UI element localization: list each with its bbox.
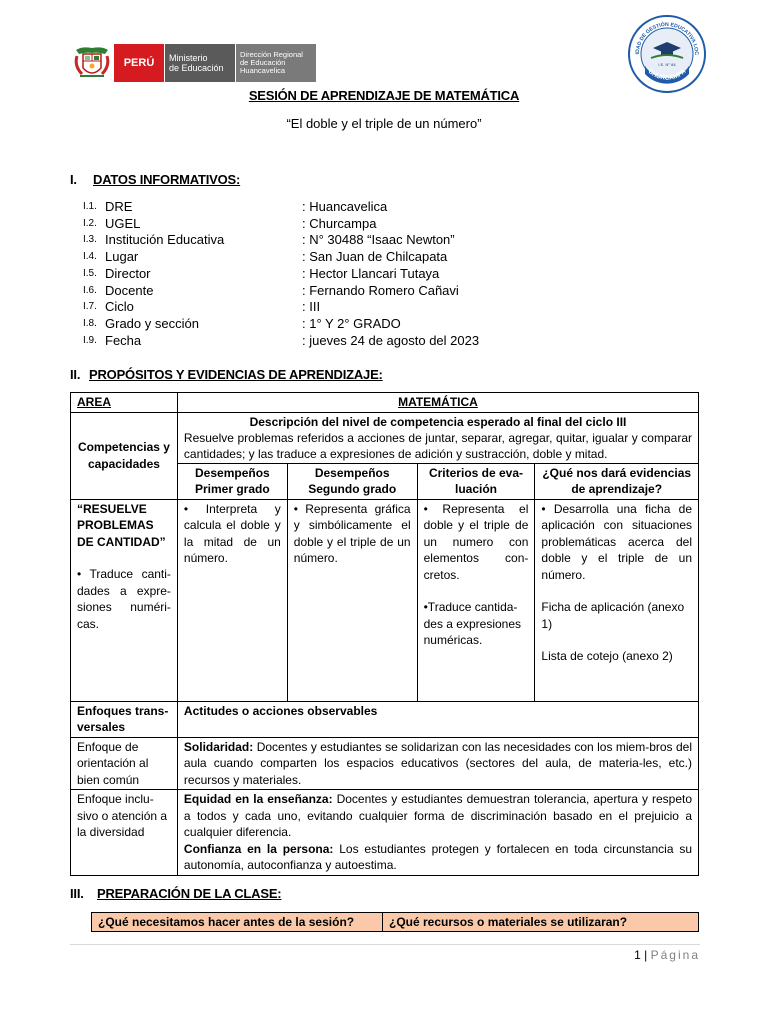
desempeno-primer-grado: • Interpreta y calcula el doble y la mitad de un número. (177, 499, 287, 701)
info-label: Lugar (105, 249, 139, 264)
criterios-cell (417, 499, 535, 701)
page-title: SESIÓN DE APRENDIZAJE DE MATEMÁTICA (248, 88, 520, 103)
info-label: Fecha (105, 333, 142, 348)
info-row (83, 283, 703, 299)
competencias-label: Competencias y capacidades (71, 412, 178, 499)
confianza-title: Confianza en la persona: (183, 841, 334, 856)
equidad-text: Docentes y estudiantes demuestran tolerancia, apertura y respeto a todos y cada uno, evitando cualquier forma de discriminación basado en el prejuicio a cualquier diferencia. (183, 792, 693, 839)
info-value: : Hector Llancari Tutaya (302, 266, 440, 281)
col-header-evidencias: ¿Qué nos dará evidencias de aprendizaje? (535, 463, 699, 499)
page-word: Página (650, 948, 700, 962)
ministry-label (164, 44, 235, 82)
info-number: I.9. (83, 335, 97, 346)
info-value: : N° 30488 “Isaac Newton” (302, 232, 455, 247)
area-value: MATEMÁTICA (177, 393, 698, 413)
dre-label (235, 44, 316, 82)
peru-coat-of-arms-icon (72, 44, 112, 82)
info-row (83, 232, 703, 248)
info-number: I.3. (83, 234, 97, 245)
info-row (83, 216, 703, 232)
info-label: Director (105, 266, 151, 281)
enfoque-inclusivo: Enfoque inclu-sivo o atención a la diversidad (71, 790, 178, 876)
solidaridad-title: Solidaridad: (183, 739, 254, 754)
confianza-text: Los estudiantes protegen y fortalecen en toda circunstancia su autonomía, autoconfianza y autoestima. (183, 841, 692, 872)
enfoque-inclusivo-detail (177, 790, 698, 876)
section2-title: PROPÓSITOS Y EVIDENCIAS DE APRENDIZAJE: (89, 367, 383, 382)
evidencia-2: Ficha de aplicación (anexo 1) (541, 600, 685, 631)
info-value: : San Juan de Chilcapata (302, 249, 448, 264)
enfoques-label: Enfoques trans-versales (71, 701, 178, 737)
info-row (83, 266, 703, 282)
seal-churcampa-text: CHURCAMPA (646, 68, 688, 82)
ministry-line1: Ministerio (169, 53, 208, 63)
peru-label: PERÚ (114, 44, 164, 82)
info-number: I.8. (83, 318, 97, 329)
page-number: 1 (634, 948, 641, 962)
info-number: I.2. (83, 218, 97, 229)
info-value: : Churcampa (302, 216, 377, 231)
preparacion-col1: ¿Qué necesitamos hacer antes de la sesión? (92, 913, 383, 932)
solidaridad-text: Docentes y estudiantes se solidarizan con las necesidades con los miem-bros del aula cuando comparten los espacios educativos (sectores del aula, de materia-les, etc.) recursos y materiales. (183, 739, 692, 787)
descripcion-text: Resuelve problemas referidos a acciones de juntar, separar, agregar, quitar, igualar y comparar cantidades; y las traduce a expresiones de adición y sustracción, doble y mitad. (183, 430, 692, 461)
info-value: : jueves 24 de agosto del 2023 (302, 333, 480, 348)
info-row (83, 199, 703, 215)
descripcion-cell (177, 412, 698, 463)
table-row (71, 701, 699, 737)
info-row (83, 316, 703, 332)
info-number: I.6. (83, 285, 97, 296)
info-label: Docente (105, 283, 154, 298)
info-value: : Huancavelica (302, 199, 388, 214)
info-value: : 1° Y 2° GRADO (302, 316, 401, 331)
section3-heading (70, 886, 281, 901)
table-row (71, 737, 699, 790)
page-footer (560, 948, 700, 962)
info-label: Grado y sección (105, 316, 199, 331)
peru-minedu-logo (72, 44, 316, 82)
evidencia-3: Lista de cotejo (anexo 2) (541, 649, 673, 663)
info-value: : III (302, 299, 321, 314)
table-row (71, 412, 699, 463)
enfoque-bien-comun: Enfoque de orientación al bien común (71, 737, 178, 790)
equidad-title: Equidad en la enseñanza: (183, 792, 333, 806)
info-number: I.5. (83, 268, 97, 279)
page-separator: | (644, 948, 648, 962)
table-row (71, 790, 699, 876)
propositos-table (70, 392, 699, 876)
competencia-title: “RESUELVE PROBLEMAS DE CANTIDAD” (77, 501, 166, 549)
section2-heading (70, 367, 383, 382)
competencia-cell (71, 499, 178, 701)
info-label: DRE (105, 199, 133, 214)
section3-number: III. (70, 886, 84, 901)
criterio-2: •Traduce cantida-des a expresiones numéricas. (423, 600, 522, 647)
col-header-criterios: Criterios de eva-luación (417, 463, 535, 499)
desempeno-segundo-grado: • Representa gráfica y simbólicamente el doble y el triple de un número. (287, 499, 417, 701)
dre-line3: Huancavelica (240, 66, 286, 75)
info-value: : Fernando Romero Cañavi (302, 283, 459, 298)
descripcion-title: Descripción del nivel de competencia esperado al final del ciclo III (249, 414, 627, 429)
table-row (71, 393, 699, 413)
evidencia-1: • Desarrolla una ficha de aplicación con situaciones problemáticas acerca del doble y el triple de un número. (541, 501, 692, 582)
seal-ring-text: IDAD DE GESTIÓN EDUCATIVA LOC (634, 21, 700, 56)
section2-number: II. (70, 367, 81, 382)
enfoque-bien-comun-detail (177, 737, 698, 790)
info-row (83, 299, 703, 315)
info-row (83, 249, 703, 265)
info-label: Institución Educativa (105, 232, 225, 247)
section3-title: PREPARACIÓN DE LA CLASE: (97, 886, 282, 901)
info-number: I.7. (83, 301, 97, 312)
section1-title: DATOS INFORMATIVOS: (93, 172, 241, 187)
area-label: AREA (71, 393, 178, 413)
actitudes-label: Actitudes o acciones observables (177, 701, 698, 737)
criterio-1: • Representa el doble y el triple de un numero con elementos con-cretos. (423, 501, 529, 582)
dre-line2: de Educación (240, 58, 286, 67)
seal-small-text: I.E. N° 84 (658, 62, 676, 67)
preparacion-table (91, 912, 699, 932)
ugel-churcampa-seal (627, 14, 707, 94)
info-number: I.1. (83, 201, 97, 212)
evidencias-cell (535, 499, 699, 701)
section1-heading (70, 172, 240, 187)
competencia-capacidad: • Traduce canti-dades a expre-siones numéri-cas. (77, 567, 171, 631)
info-label: UGEL (105, 216, 141, 231)
preparacion-col2: ¿Qué recursos o materiales se utilizaran? (383, 913, 699, 932)
footer-divider (70, 944, 700, 945)
col-header-desempeno-2: Desempeños Segundo grado (287, 463, 417, 499)
col-header-desempeno-1: Desempeños Primer grado (177, 463, 287, 499)
page-subtitle: “El doble y el triple de un número” (286, 116, 482, 131)
info-row (83, 333, 703, 349)
dre-line1: Dirección Regional (240, 50, 303, 59)
table-row (92, 913, 699, 932)
section1-number: I. (70, 172, 77, 187)
ministry-line2: de Educación (169, 63, 224, 73)
info-number: I.4. (83, 251, 97, 262)
table-row (71, 499, 699, 701)
info-label: Ciclo (105, 299, 134, 314)
